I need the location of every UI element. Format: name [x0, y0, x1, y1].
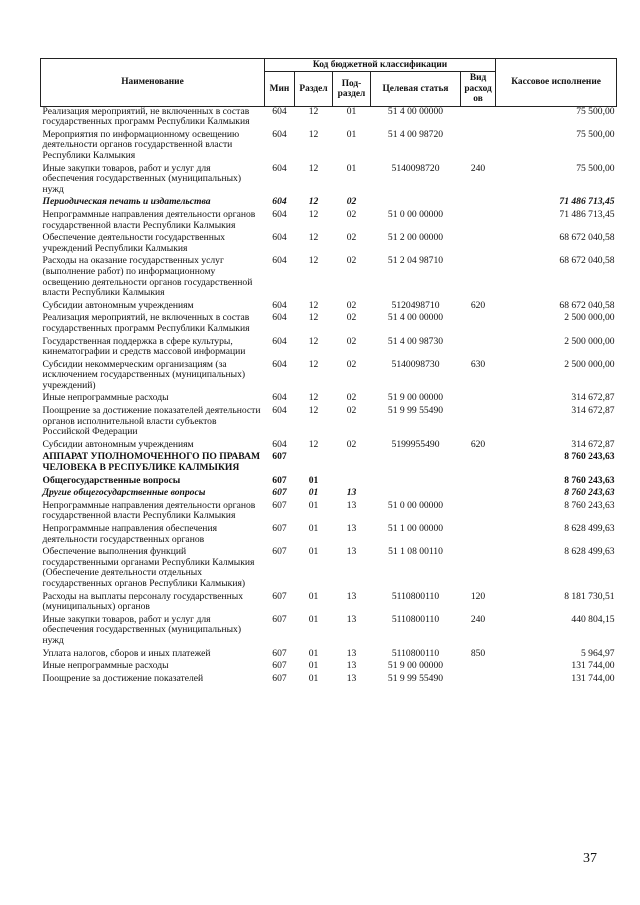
cell-podrazdel: 02	[346, 232, 357, 244]
cell-target: 5120498710	[391, 299, 440, 311]
cell-name: Субсидии автономным учреждениям	[42, 299, 194, 311]
cell-amount: 68 672 040,58	[559, 255, 615, 267]
cell-target: 5110800110	[391, 590, 440, 602]
cell-podrazdel: 13	[346, 487, 357, 499]
table-row	[41, 130, 617, 164]
cell-target: 51 4 00 00000	[387, 312, 444, 324]
cell-podrazdel: 13	[346, 523, 357, 534]
cell-name: Реализация мероприятий, не включенных в состав государственных программ Республики Калмыкия	[42, 105, 250, 128]
cell-vid: 240	[470, 613, 486, 625]
cell-razdel	[295, 452, 333, 475]
cell-razdel: 12	[308, 358, 319, 370]
cell-razdel: 01	[308, 487, 319, 499]
header-min: Мин	[265, 72, 295, 106]
cell-min: 607	[272, 499, 287, 511]
cell-razdel: 12	[308, 312, 319, 324]
cell-podrazdel: 01	[346, 162, 357, 174]
cell-vid	[461, 501, 496, 524]
cell-min: 604	[272, 162, 287, 174]
cell-min: 607	[272, 672, 287, 684]
cell-name: Реализация мероприятий, не включенных в состав государственных программ Республики Калмыкия	[42, 312, 250, 334]
cell-name: Непрограммные направления обеспечения деятельности государственных органов	[42, 523, 217, 545]
table-row	[41, 337, 617, 360]
cell-podrazdel: 13	[346, 499, 357, 511]
cell-podrazdel: 13	[346, 590, 357, 602]
cell-vid	[461, 452, 496, 475]
cell-target: 5110800110	[391, 613, 440, 625]
cell-target	[371, 452, 461, 475]
table-row	[41, 452, 617, 475]
header-razdel: Раздел	[295, 72, 333, 106]
table-body	[41, 106, 617, 686]
cell-vid	[461, 476, 496, 489]
cell-amount: 71 486 713,45	[559, 208, 615, 220]
cell-min: 604	[272, 438, 287, 450]
table-row	[41, 524, 617, 547]
cell-target	[371, 488, 461, 501]
table-row	[41, 233, 617, 256]
cell-min: 604	[272, 392, 287, 404]
cell-podrazdel: 01	[346, 128, 357, 140]
cell-target: 5199955490	[391, 438, 440, 450]
cell-vid	[461, 313, 496, 336]
cell-podrazdel: 13	[346, 660, 357, 672]
cell-amount: 75 500,00	[576, 128, 615, 140]
cell-vid	[461, 661, 496, 674]
cell-name: Другие общегосударственные вопросы	[42, 487, 206, 499]
cell-vid: 120	[470, 590, 486, 602]
cell-target: 51 2 00 00000	[387, 232, 444, 244]
cell-podrazdel: 02	[346, 438, 357, 450]
cell-podrazdel: 13	[346, 672, 357, 684]
cell-amount: 8 760 243,63	[564, 499, 615, 511]
table-row	[41, 488, 617, 501]
cell-vid	[461, 233, 496, 256]
cell-razdel: 12	[308, 208, 319, 220]
table-row	[41, 256, 617, 300]
cell-name: Иные непрограммные расходы	[42, 392, 169, 404]
cell-target: 51 4 00 00000	[387, 105, 444, 117]
cell-razdel: 01	[308, 672, 319, 684]
table-header	[41, 59, 617, 107]
cell-target: 51 4 00 98730	[387, 335, 444, 347]
cell-podrazdel: 02	[346, 208, 357, 220]
cell-podrazdel: 02	[346, 335, 357, 347]
cell-razdel: 12	[308, 128, 319, 140]
cell-amount: 75 500,00	[576, 162, 615, 174]
cell-target: 51 0 00 00000	[387, 499, 444, 511]
cell-name: АППАРАТ УПОЛНОМОЧЕННОГО ПО ПРАВАМ ЧЕЛОВЕКА В РЕСПУБЛИКЕ КАЛМЫКИЯ	[42, 451, 261, 474]
cell-name: Общегосударственные вопросы	[42, 474, 181, 486]
table-row	[41, 164, 617, 198]
header-target: Целевая статья	[371, 72, 461, 106]
cell-podrazdel: 02	[346, 299, 357, 311]
cell-amount: 68 672 040,58	[559, 232, 615, 244]
cell-amount: 314 672,87	[571, 405, 615, 417]
cell-name: Мероприятия по информационному освещению деятельности органов государственной власти Республики Калмыкия	[42, 128, 240, 161]
cell-amount: 314 672,87	[571, 392, 615, 404]
cell-amount: 2 500 000,00	[564, 335, 615, 347]
cell-min: 607	[272, 523, 287, 534]
table-row	[41, 592, 617, 615]
table-row	[41, 406, 617, 440]
cell-razdel: 01	[308, 499, 319, 511]
table-row	[41, 210, 617, 233]
cell-vid: 620	[470, 299, 486, 311]
cell-amount: 314 672,87	[571, 438, 615, 450]
table-row	[41, 615, 617, 649]
table-row	[41, 360, 617, 394]
cell-vid	[461, 210, 496, 233]
cell-podrazdel: 13	[346, 546, 357, 558]
cell-name: Расходы на оказание государственных услуг (выполнение работ) по информационному освещению деятельности органов государственной власти Республики Калмыкия	[42, 255, 253, 299]
cell-name: Государственная поддержка в сфере культуры, кинематографии и средств массовой информации	[42, 335, 246, 358]
table-row	[41, 501, 617, 524]
cell-amount: 2 500 000,00	[564, 358, 615, 370]
table-row	[41, 547, 617, 591]
cell-amount: 68 672 040,58	[559, 299, 615, 311]
cell-razdel: 01	[308, 647, 319, 659]
cell-target: 51 9 99 55490	[387, 672, 444, 684]
cell-min: 607	[272, 613, 287, 625]
cell-razdel: 12	[308, 392, 319, 404]
cell-razdel: 12	[308, 162, 319, 174]
cell-razdel: 12	[308, 299, 319, 311]
cell-min: 607	[272, 474, 287, 486]
cell-min: 604	[272, 208, 287, 220]
cell-target: 5140098720	[391, 162, 440, 174]
cell-vid	[461, 256, 496, 300]
header-vid: Вид расход ов	[461, 72, 496, 106]
cell-razdel: 01	[308, 523, 319, 534]
cell-vid	[461, 547, 496, 591]
cell-amount: 5 964,97	[580, 647, 615, 659]
cell-amount: 71 486 713,45	[559, 196, 615, 208]
table-row	[41, 661, 617, 674]
cell-name: Непрограммные направления деятельности органов государственной власти Республики Калмыкия	[42, 499, 256, 522]
budget-table	[40, 58, 617, 686]
cell-target: 51 9 99 55490	[387, 405, 444, 417]
cell-target: 51 9 00 00000	[387, 660, 444, 672]
table-row	[41, 106, 617, 130]
cell-podrazdel: 02	[346, 255, 357, 267]
cell-name: Субсидии автономным учреждениям	[42, 438, 194, 450]
cell-name: Субсидии некоммерческим организациям (за исключением государственных (муниципальных) учреждений)	[42, 358, 246, 391]
cell-min: 604	[272, 312, 287, 324]
cell-name: Непрограммные направления деятельности органов государственной власти Республики Калмыкия	[42, 208, 256, 231]
cell-razdel: 12	[308, 335, 319, 347]
cell-razdel: 01	[308, 660, 319, 672]
cell-name: Обеспечение деятельности государственных учреждений Республики Калмыкия	[42, 232, 226, 254]
cell-amount: 8 760 243,63	[564, 487, 615, 499]
cell-podrazdel: 13	[346, 613, 357, 625]
cell-name: Уплата налогов, сборов и иных платежей	[42, 647, 211, 659]
cell-min: 607	[272, 487, 287, 499]
cell-amount: 75 500,00	[576, 105, 615, 117]
cell-min: 607	[272, 451, 287, 463]
budget-report-page	[40, 58, 616, 686]
cell-amount: 8 760 243,63	[564, 474, 615, 486]
cell-target: 51 4 00 98720	[387, 128, 444, 140]
header-name: Наименование	[41, 59, 265, 107]
table-row	[41, 313, 617, 336]
cell-name: Иные закупки товаров, работ и услуг для обеспечения государственных (муниципальных) нужд	[42, 162, 242, 195]
cell-target: 51 0 00 00000	[387, 208, 444, 220]
cell-podrazdel: 02	[346, 358, 357, 370]
cell-vid	[461, 130, 496, 164]
cell-vid	[461, 488, 496, 501]
cell-name: Поощрение за достижение показателей	[42, 672, 204, 684]
cell-razdel: 12	[308, 196, 319, 208]
header-code-group: Код бюджетной классификации	[265, 59, 496, 72]
cell-min: 604	[272, 358, 287, 370]
cell-podrazdel: 02	[346, 405, 357, 417]
cell-min: 604	[272, 405, 287, 417]
cell-name: Расходы на выплаты персоналу государственных (муниципальных) органов	[42, 590, 244, 613]
cell-min: 604	[272, 299, 287, 311]
table-row	[41, 674, 617, 687]
cell-amount: 8 628 499,63	[564, 546, 615, 558]
cell-vid: 630	[470, 358, 486, 370]
cell-min: 604	[272, 128, 287, 140]
cell-target: 51 2 04 98710	[387, 255, 444, 267]
cell-target: 51 9 00 00000	[387, 392, 444, 404]
cell-vid	[461, 337, 496, 360]
cell-amount: 440 804,15	[571, 613, 615, 625]
cell-podrazdel: 02	[346, 312, 357, 324]
cell-razdel: 12	[308, 105, 319, 117]
cell-amount: 8 628 499,63	[564, 523, 615, 534]
cell-razdel: 01	[308, 474, 319, 486]
cell-razdel: 12	[308, 438, 319, 450]
cell-amount: 2 500 000,00	[564, 312, 615, 324]
cell-razdel: 12	[308, 405, 319, 417]
header-execution: Кассовое исполнение	[496, 59, 617, 107]
cell-vid	[461, 106, 496, 130]
cell-min: 607	[272, 590, 287, 602]
cell-vid	[461, 393, 496, 406]
cell-vid: 850	[470, 647, 486, 659]
cell-amount: 131 744,00	[571, 672, 615, 684]
cell-target	[371, 476, 461, 489]
cell-vid: 240	[470, 162, 486, 174]
cell-razdel: 01	[308, 546, 319, 558]
cell-amount: 8 760 243,63	[564, 451, 615, 463]
cell-razdel: 01	[308, 590, 319, 602]
cell-min: 607	[272, 660, 287, 672]
cell-min: 604	[272, 255, 287, 267]
cell-vid	[461, 197, 496, 210]
cell-vid: 620	[470, 438, 486, 450]
cell-vid	[461, 406, 496, 440]
cell-amount: 131 744,00	[571, 660, 615, 672]
cell-razdel: 12	[308, 255, 319, 267]
cell-min: 607	[272, 546, 287, 558]
cell-name: Обеспечение выполнения функций государственными органами Республики Калмыкия (Обеспечение деятельности отдельных государственных органов Республики Калмыкия)	[42, 546, 255, 589]
cell-min: 607	[272, 647, 287, 659]
cell-podrazdel: 02	[346, 196, 357, 208]
cell-target: 51 1 00 00000	[387, 523, 444, 534]
cell-amount: 8 181 730,51	[564, 590, 615, 602]
cell-target: 5140098730	[391, 358, 440, 370]
cell-name: Поощрение за достижение показателей деятельности органов исполнительной власти субъектов Российской Федерации	[42, 405, 261, 438]
cell-razdel: 01	[308, 613, 319, 625]
cell-razdel: 12	[308, 232, 319, 244]
cell-podrazdel	[333, 452, 371, 475]
cell-name: Периодическая печать и издательства	[42, 196, 211, 208]
cell-min: 604	[272, 105, 287, 117]
cell-min: 604	[272, 335, 287, 347]
header-podrazdel: Под-раздел	[333, 72, 371, 106]
page-number: 37	[583, 851, 597, 866]
cell-target: 5110800110	[391, 647, 440, 659]
cell-min: 604	[272, 232, 287, 244]
cell-target: 51 1 08 00110	[388, 546, 443, 558]
cell-podrazdel: 13	[346, 647, 357, 659]
cell-vid	[461, 674, 496, 687]
cell-podrazdel: 02	[346, 392, 357, 404]
cell-podrazdel: 01	[346, 105, 357, 117]
cell-vid	[461, 524, 496, 547]
cell-name: Иные закупки товаров, работ и услуг для обеспечения государственных (муниципальных) нужд	[42, 613, 242, 646]
cell-name: Иные непрограммные расходы	[42, 660, 169, 672]
cell-min: 604	[272, 196, 287, 208]
